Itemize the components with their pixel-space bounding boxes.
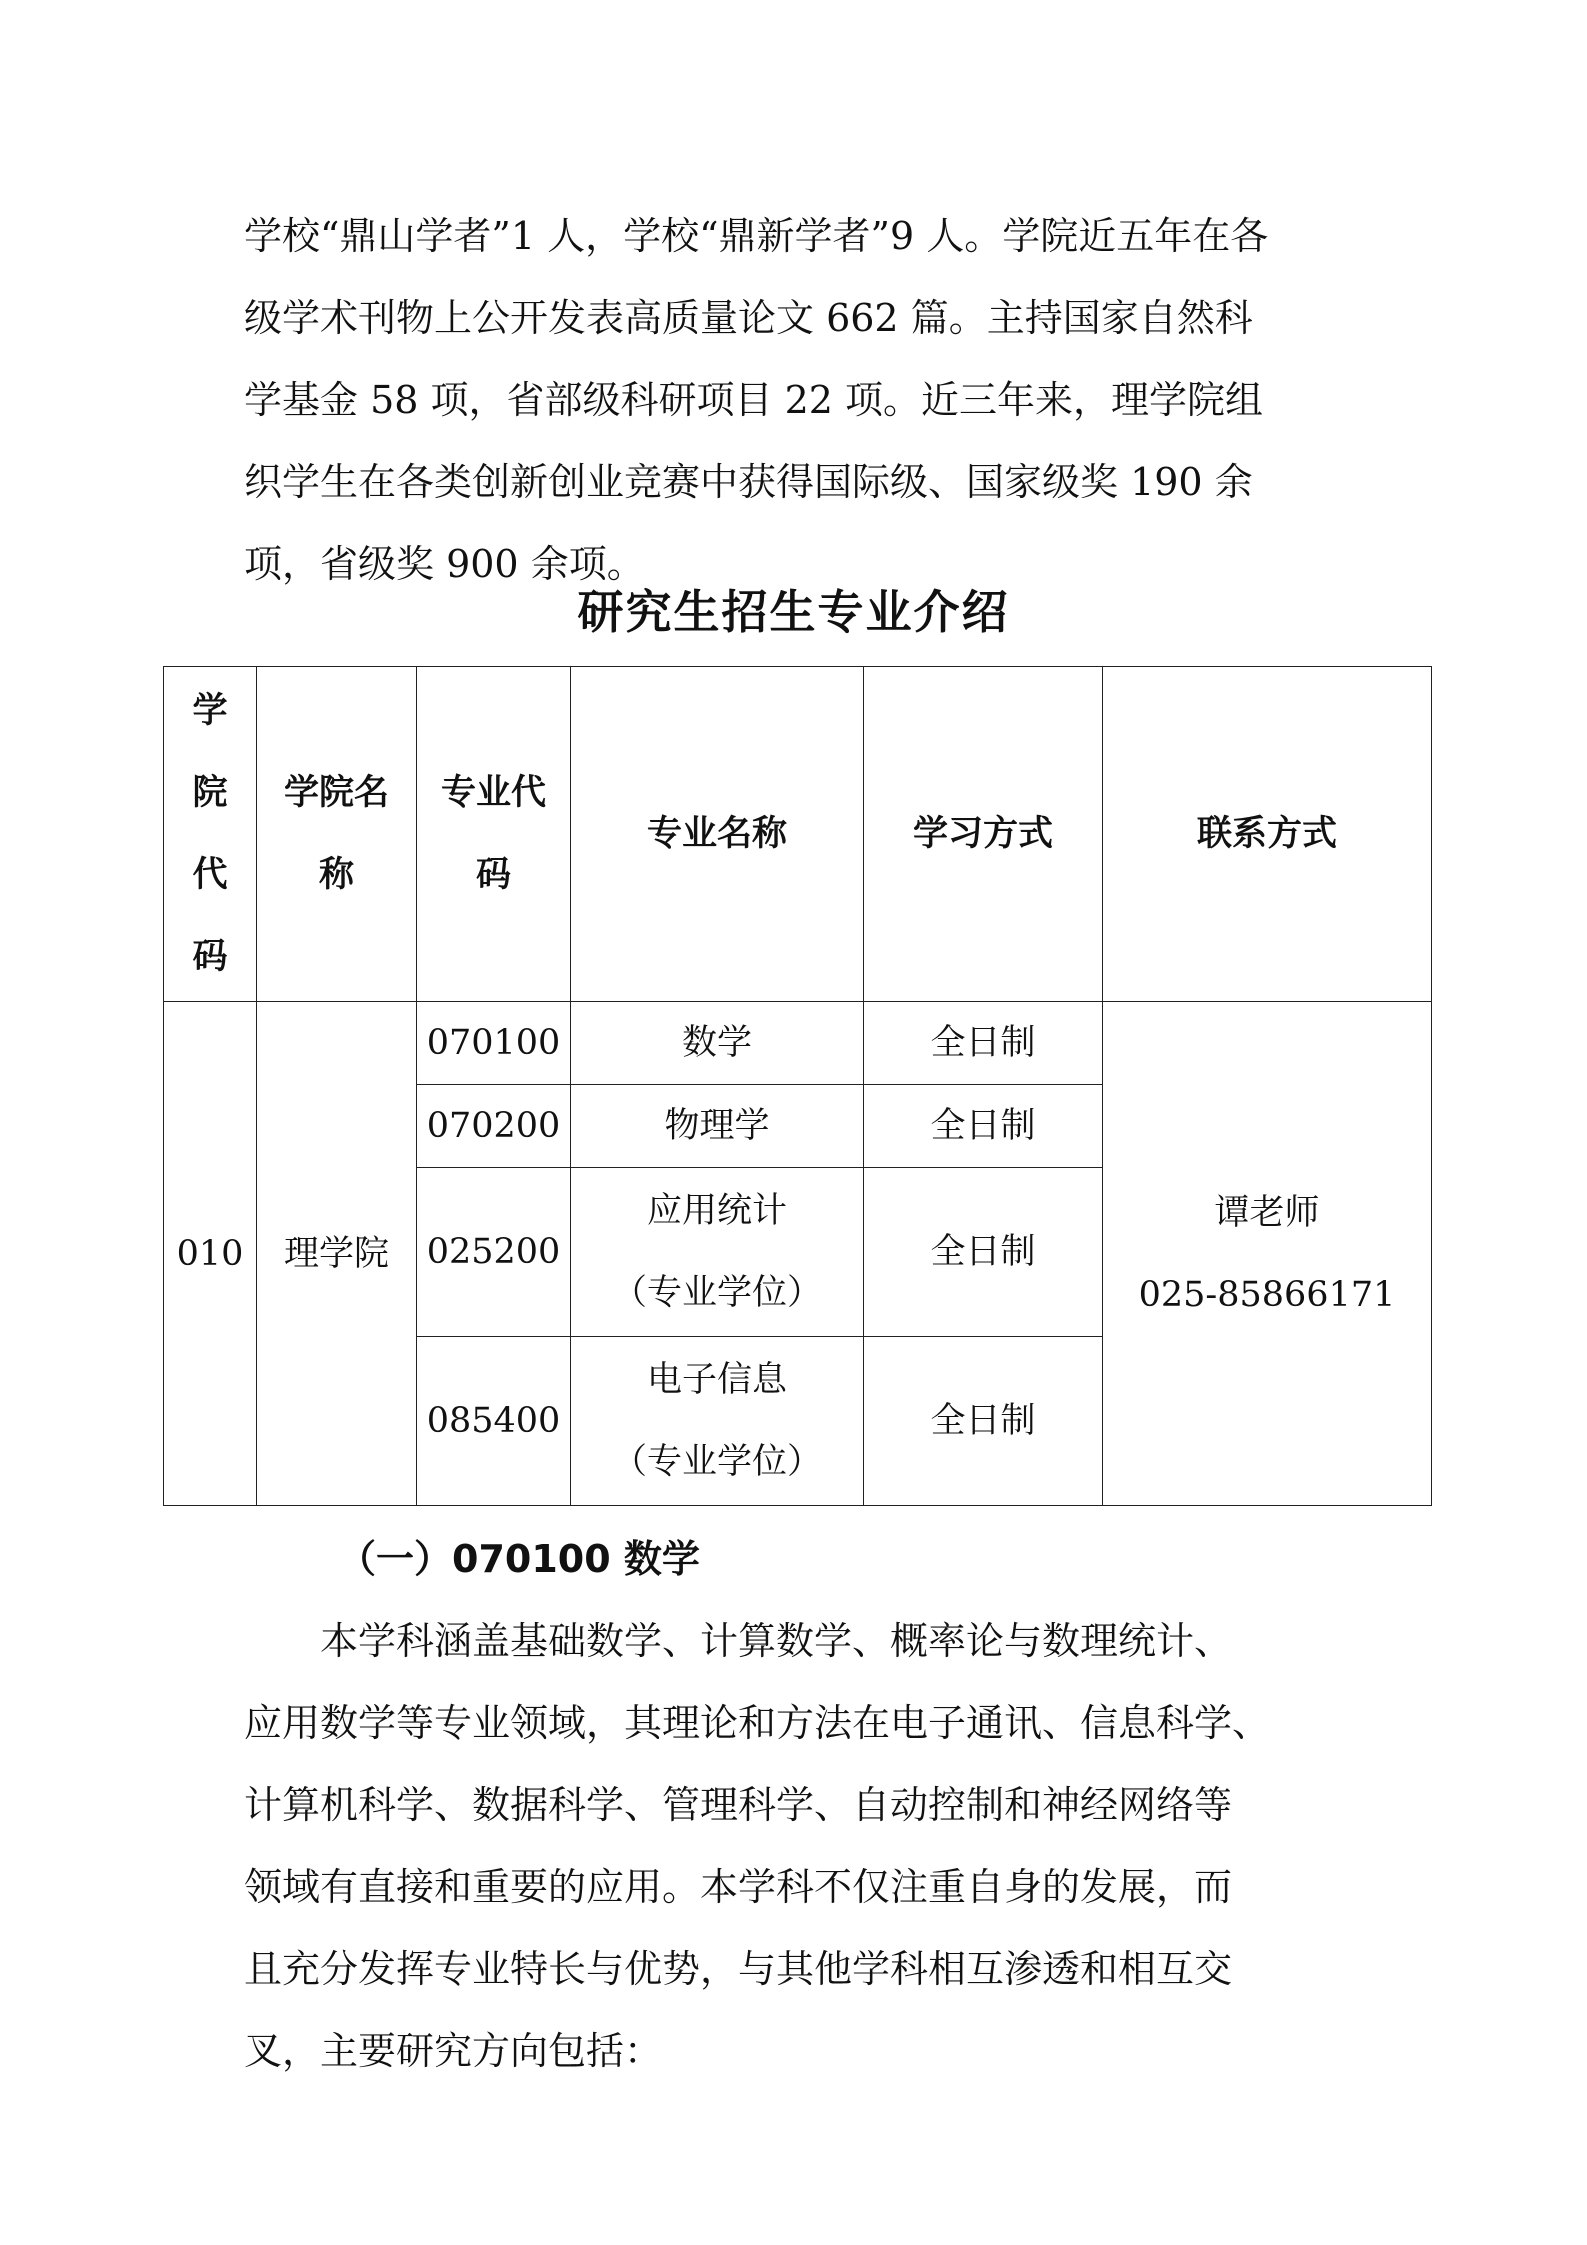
table-title: 研究生招生专业介绍 (577, 585, 1010, 639)
majors-table (163, 666, 1432, 1506)
body-line: 计算机科学、数据科学、管理科学、自动控制和神经网络等 (244, 1783, 1233, 1827)
major-code-cell: 025200 (417, 1168, 571, 1337)
header-college-code: 学 院 代 码 (164, 667, 257, 1002)
study-mode-cell: 全日制 (864, 1337, 1103, 1506)
intro-line: 学基金 58 项，省部级科研项目 22 项。近三年来，理学院组 (244, 378, 1264, 422)
header-study-mode: 学习方式 (864, 667, 1103, 1002)
major-code-cell: 070100 (417, 1002, 571, 1085)
body-line: 领域有直接和重要的应用。本学科不仅注重自身的发展，而 (244, 1865, 1233, 1909)
intro-paragraph (244, 195, 1352, 605)
header-college-name: 学院名 称 (257, 667, 417, 1002)
intro-line: 学校“鼎山学者”1 人，学校“鼎新学者”9 人。学院近五年在各 (244, 214, 1269, 258)
major-code-cell: 085400 (417, 1337, 571, 1506)
study-mode-cell: 全日制 (864, 1168, 1103, 1337)
major-name-cell: 电子信息 （专业学位） (571, 1337, 864, 1506)
study-mode-cell: 全日制 (864, 1085, 1103, 1168)
college-name-cell: 理学院 (257, 1002, 417, 1506)
body-line: 应用数学等专业领域，其理论和方法在电子通讯、信息科学、 (244, 1701, 1271, 1745)
intro-line: 项，省级奖 900 余项。 (244, 542, 645, 586)
section-body-paragraph (244, 1600, 1352, 2092)
header-contact: 联系方式 (1103, 667, 1432, 1002)
intro-line: 织学生在各类创新创业竞赛中获得国际级、国家级奖 190 余 (244, 460, 1253, 504)
major-name-cell: 应用统计 （专业学位） (571, 1168, 864, 1337)
contact-cell (1103, 1002, 1432, 1506)
contact-person: 谭老师 (1214, 1192, 1320, 1233)
contact-phone: 025-85866171 (1138, 1274, 1396, 1315)
header-major-name: 专业名称 (571, 667, 864, 1002)
college-code-cell: 010 (164, 1002, 257, 1506)
body-line: 叉，主要研究方向包括： (244, 2029, 663, 2073)
major-name-cell: 数学 (571, 1002, 864, 1085)
intro-line: 级学术刊物上公开发表高质量论文 662 篇。主持国家自然科 (244, 296, 1253, 340)
header-major-code: 专业代 码 (417, 667, 571, 1002)
table-row (164, 1002, 1432, 1085)
major-code-cell: 070200 (417, 1085, 571, 1168)
study-mode-cell: 全日制 (864, 1002, 1103, 1085)
body-line: 且充分发挥专业特长与优势，与其他学科相互渗透和相互交 (244, 1947, 1233, 1991)
table-header-row (164, 667, 1432, 1002)
major-name-cell: 物理学 (571, 1085, 864, 1168)
section-heading: （一）070100 数学 (338, 1537, 700, 1581)
body-line: 本学科涵盖基础数学、计算数学、概率论与数理统计、 (244, 1619, 1233, 1663)
